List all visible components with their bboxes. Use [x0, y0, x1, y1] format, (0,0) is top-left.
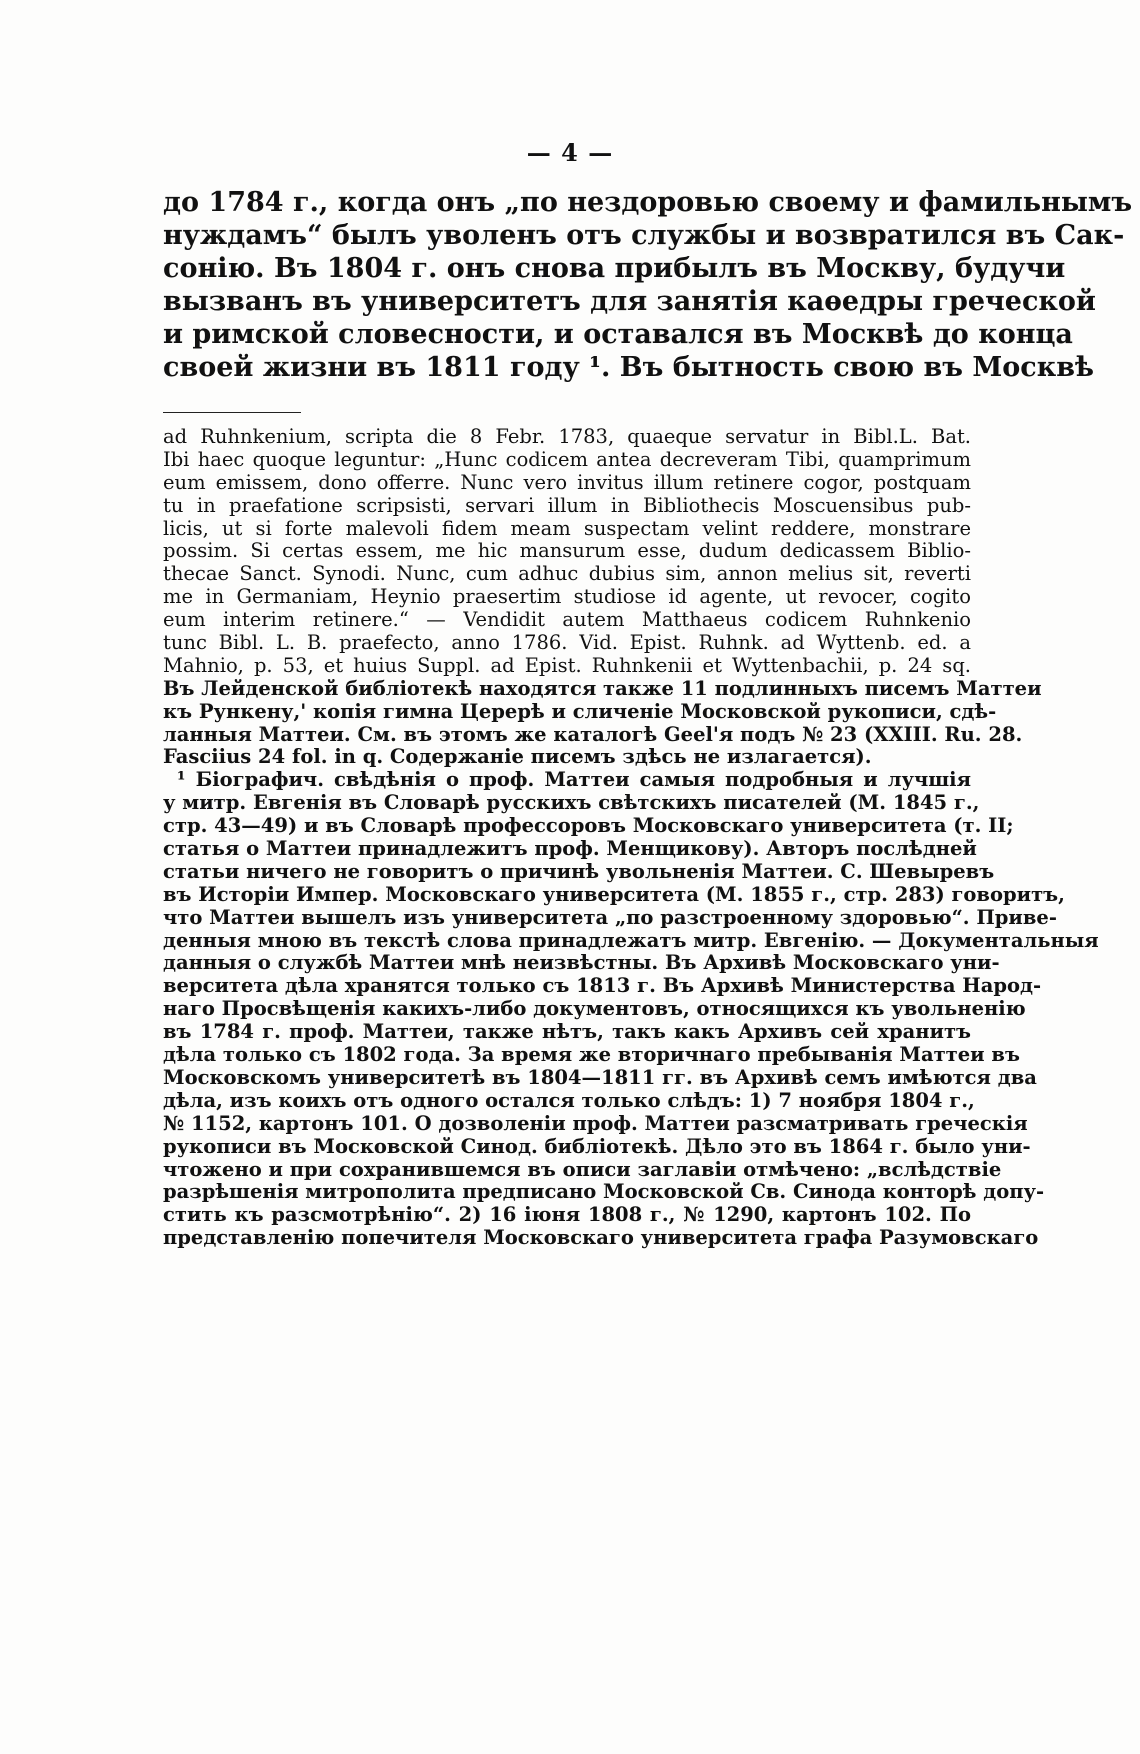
footnote-line: дѣла, изъ коихъ отъ одного остался только слѣдъ: 1) 7 ноября 1804 г.,: [163, 1088, 975, 1112]
footnote-line: наго Просвѣщенія какихъ-либо документовъ, относящихся къ увольненію: [163, 997, 1026, 1021]
footnote-line: разрѣшенія митрополита предписано Московской Св. Синода конторѣ допу-: [163, 1180, 1045, 1204]
footnote-line: Ibi haec quoque leguntur: „Hunc codicem antea decreveram Tibi, quamprimum: [163, 447, 971, 471]
footnote-line: къ Рункену,' копія гимна Церерѣ и сличеніе Московской рукописи, сдѣ-: [163, 699, 997, 723]
footnote-line: Въ Лейденской библіотекѣ находятся также 11 подлинныхъ писемъ Маттеи: [163, 676, 1042, 700]
footnote-line: eum emissem, dono offerre. Nunc vero invitus illum retinere cogor, postquam: [163, 470, 971, 494]
footnote-line: рукописи въ Московской Синод. библіотекѣ. Дѣло это въ 1864 г. было уни-: [163, 1134, 1031, 1158]
footnote-line: eum interim retinere.“ — Vendidit autem Matthaeus codicem Ruhnkenio: [163, 608, 971, 632]
main-text-line: вызванъ въ университетъ для занятія каѳедры греческой: [163, 286, 1096, 317]
footnote-line: данныя о службѣ Маттеи мнѣ неизвѣстны. Въ Архивѣ Московскаго уни-: [163, 951, 1000, 975]
footnote-line: въ 1784 г. проф. Маттеи, также нѣтъ, такъ какъ Архивъ сей хранитъ: [163, 1020, 971, 1044]
footnote-line: ¹ Біографич. свѣдѣнія о проф. Маттеи самыя подробныя и лучшія: [177, 768, 971, 792]
page-number: — 4 —: [526, 138, 614, 167]
main-text-line: своей жизни въ 1811 году ¹. Въ бытность свою въ Москвѣ: [163, 352, 1094, 383]
footnote-line: статья о Маттеи принадлежитъ проф. Менщикову). Авторъ послѣдней: [163, 837, 977, 861]
footnote-line: ланныя Маттеи. См. въ этомъ же каталогѣ Geel'я подъ № 23 (XXIII. Ru. 28.: [163, 722, 1023, 746]
main-text-line: нуждамъ“ былъ уволенъ отъ службы и возвратился въ Сак-: [163, 220, 1125, 251]
footnote-line: что Маттеи вышелъ изъ университета „по разстроенному здоровью“. Приве-: [163, 905, 1057, 929]
footnote-line: у митр. Евгенія въ Словарѣ русскихъ свѣтскихъ писателей (М. 1845 г.,: [163, 791, 980, 815]
footnote-line: Московскомъ университетѣ въ 1804—1811 гг. въ Архивѣ семъ имѣются два: [163, 1065, 1037, 1089]
footnotes-block: [163, 425, 1099, 1250]
footnote-line: tunc Bibl. L. B. praefecto, anno 1786. Vid. Epist. Ruhnk. ad Wyttenb. ed. a: [163, 631, 971, 655]
footnote-line: possim. Si certas essem, me hic mansurum esse, dudum dedicassem Biblio-: [163, 539, 971, 563]
footnote-line: Fasciius 24 fol. in q. Содержаніе писемъ здѣсь не излагается).: [163, 745, 872, 769]
footnote-continued: [163, 425, 1042, 769]
footnote-line: въ Исторіи Импер. Московскаго университета (М. 1855 г., стр. 283) говоритъ,: [163, 882, 1065, 906]
main-text-line: до 1784 г., когда онъ „по нездоровью своему и фамильнымъ: [163, 187, 1133, 218]
footnote-line: licis, ut si forte malevoli fidem meam suspectam velint reddere, monstrare: [163, 516, 971, 540]
footnote-line: me in Germaniam, Heynio praesertim studiose id agente, ut revocer, cogito: [163, 585, 971, 609]
footnote-line: статьи ничего не говоритъ о причинѣ увольненія Маттеи. С. Шевыревъ: [163, 859, 995, 883]
footnote-1: [163, 768, 1099, 1250]
footnote-separator-rule: [163, 412, 301, 413]
footnote-line: стить къ разсмотрѣнію“. 2) 16 іюня 1808 г., № 1290, картонъ 102. По: [163, 1203, 971, 1227]
footnote-line: денныя мною въ текстѣ слова принадлежатъ митр. Евгенію. — Документальныя: [163, 928, 1099, 952]
footnote-line: Mahnio, p. 53, et huius Suppl. ad Epist. Ruhnkenii et Wyttenbachii, p. 24 sq.: [163, 653, 971, 677]
footnote-line: верситета дѣла хранятся только съ 1813 г. Въ Архивѣ Министерства Народ-: [163, 974, 1042, 998]
main-text-line: и римской словесности, и оставался въ Москвѣ до конца: [163, 319, 1073, 350]
footnote-line: представленію попечителя Московскаго университета графа Разумовскаго: [163, 1226, 1039, 1250]
footnote-line: дѣла только съ 1802 года. За время же вторичнаго пребыванія Маттеи въ: [163, 1043, 1020, 1067]
footnote-line: tu in praefatione scripsisti, servari illum in Bibliothecis Moscuensibus pub-: [163, 493, 971, 517]
main-text-block: [163, 186, 1133, 384]
footnote-line: чтожено и при сохранившемся въ описи заглавіи отмѣчено: „вслѣдствіе: [163, 1157, 1002, 1181]
footnote-line: ad Ruhnkenium, scripta die 8 Febr. 1783, quaeque servatur in Bibl.L. Bat.: [163, 425, 971, 448]
footnote-line: thecae Sanct. Synodi. Nunc, cum adhuc dubius sim, annon melius sit, reverti: [163, 562, 971, 586]
footnote-line: стр. 43—49) и въ Словарѣ профессоровъ Московскаго университета (т. II;: [163, 814, 1014, 838]
main-text-line: сонію. Въ 1804 г. онъ снова прибылъ въ Москву, будучи: [163, 253, 1066, 284]
footnote-line: № 1152, картонъ 101. О дозволеніи проф. Маттеи разсматривать греческія: [163, 1111, 1028, 1135]
